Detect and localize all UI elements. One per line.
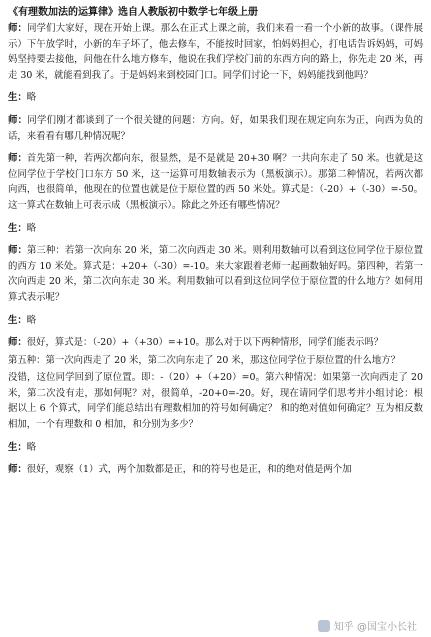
speaker-label: 生： [8, 222, 27, 234]
paragraph [8, 335, 423, 351]
paragraph [8, 440, 423, 456]
paragraph-text: 同学们大家好，现在开始上课。那么在正式上课之前，我们来看一看一个小新的故事。（课件展示）下午放学时，小新的车子坏了，他去修车，不能按时回家，怕妈妈担心，打电话告诉妈妈，可妈妈坚持要去接他，问他在什么地方修车，他说在我们学校门前的东西方向的路上，你先走 20 米，再走 30 米，就能看到我了。于是妈妈来到校园门口。同学们讨论一下，妈妈能找到他吗？ [8, 23, 423, 81]
speaker-label: 师： [8, 245, 27, 257]
paragraph-text: 第五种：第一次向西走了 20 米，第二次向东走了 20 米，那这位同学位于原位置的什么地方？ [8, 354, 401, 366]
paragraph [8, 353, 423, 369]
paragraph [8, 313, 423, 329]
document-title: 《有理数加法的运算律》选自人教版初中数学七年级上册 [8, 7, 258, 18]
paragraph-text: 略 [26, 92, 37, 104]
paragraph [8, 113, 423, 144]
paragraph-text: 略 [26, 222, 37, 234]
paragraph-text: 同学们刚才都谈到了一个很关键的问题：方向。好，如果我们现在规定向东为正，向西为负的话，来看看有哪几种情况呢？ [8, 114, 423, 142]
paragraph-text: 没错，这位同学回到了原位置。即：-（20）+（+20）=0。第六种情况：如果第一次向西走了 20 米，第二次没有走，那如何呢？对，很简单，-20+0=-20。好，现在请同学们思考并小组讨论：根据以上 6 个算式，同学们能总结出有理数相加的符号如何确定？ 和的绝对值如何确定？互为相反数相加，一个有理数和 0 相加，和分别为多少？ [8, 372, 423, 431]
paragraph-text: 很好，算式是：（-20）+（+30）=+10。那么对于以下两种情形，同学们能表示吗？ [26, 337, 384, 349]
paragraph-text: 略 [26, 314, 37, 326]
speaker-label: 师： [8, 153, 27, 165]
watermark-text: 知乎 @国宝小长社 [333, 622, 417, 633]
watermark [318, 618, 417, 633]
paragraph-text: 略 [26, 441, 37, 453]
speaker-label: 生： [8, 92, 27, 104]
paragraph-text: 首先第一种，若两次都向东，很显然，是不是就是 20+30 啊？一共向东走了 50 米。也就是这位同学位于学校门口东方 50 米，这一运算可用数轴表示为（黑板演示）。那第二种情况，若两次都向西，也很简单，他现在的位置也就是位于原位置的西 50 米处。算式是：（-20）+（-30）=-50。这一算式在数轴上可表示成（黑板演示）。除此之外还有哪些情况？ [8, 153, 423, 211]
paragraph [8, 90, 423, 106]
paragraph [8, 151, 423, 213]
document-body [8, 21, 423, 478]
speaker-label: 师： [8, 23, 28, 34]
paragraph-text: 很好，观察（1）式，两个加数都是正，和的符号也是正，和的绝对值是两个加 [26, 464, 352, 476]
speaker-label: 生： [8, 314, 27, 326]
paragraph [8, 370, 423, 432]
paragraph-text: 第三种：若第一次向东 20 米，第二次向西走 30 米。则利用数轴可以看到这位同学位于原位置的西方 10 米处。算式是：+20+（-30）=-10。来大家跟着老师一起画数轴好吗。第四种，若第一次向西走 20 米，第二次向东走 30 米。利用数轴可以看到这位同学位于原位置的什么地方？如何用算式表示呢？ [8, 245, 423, 303]
paragraph [8, 221, 423, 237]
paragraph [8, 243, 423, 305]
paragraph [8, 21, 423, 83]
speaker-label: 生： [8, 441, 27, 453]
zhihu-logo-icon [318, 620, 330, 632]
paragraph [8, 462, 423, 478]
speaker-label: 师： [8, 337, 27, 349]
speaker-label: 师： [8, 464, 27, 476]
speaker-label: 师： [8, 114, 28, 126]
